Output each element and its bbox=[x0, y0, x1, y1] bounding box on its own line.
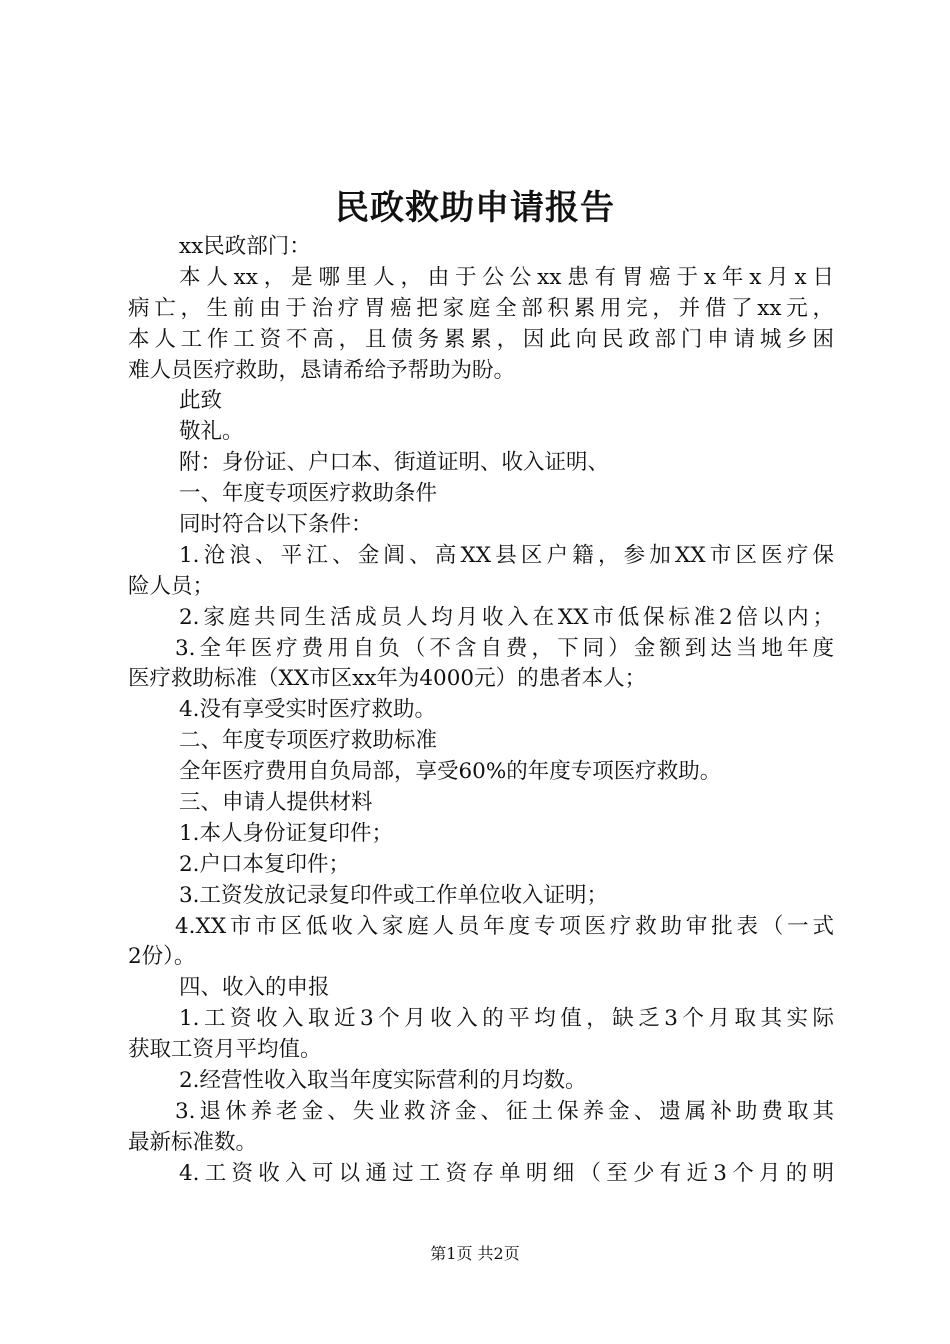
paragraph-line: 同时符合以下条件： bbox=[179, 512, 373, 538]
list-item-line: 3.全年医疗费用自负（不含自费，下同）金额到达当地年度 bbox=[175, 635, 834, 661]
list-item-line: 获取工资月平均值。 bbox=[128, 1037, 322, 1063]
list-item-line: 2.家庭共同生活成员人均月收入在XX市低保标准2倍以内； bbox=[179, 604, 834, 630]
page-number: 第1页 共2页 bbox=[430, 1244, 520, 1263]
list-item-line: 2份）。 bbox=[128, 944, 196, 970]
section-heading: 二、年度专项医疗救助标准 bbox=[179, 728, 438, 754]
list-item-line: 2.经营性收入取当年度实际营利的月均数。 bbox=[179, 1068, 587, 1094]
paragraph-line: 全年医疗费用自负局部，享受60%的年度专项医疗救助。 bbox=[179, 759, 722, 785]
list-item-line: 3.退休养老金、失业救济金、征土保养金、遗属补助费取其 bbox=[175, 1098, 834, 1124]
paragraph-line: 病亡，生前由于治疗胃癌把家庭全部积累用完，并借了xx元， bbox=[128, 295, 834, 321]
list-item-line: 最新标准数。 bbox=[128, 1129, 258, 1155]
list-item-line: 4.工资收入可以通过工资存单明细（至少有近3个月的明 bbox=[179, 1160, 834, 1186]
list-item-line: 1.本人身份证复印件； bbox=[179, 820, 394, 846]
list-item-line: 险人员； bbox=[128, 573, 215, 599]
list-item-line: 4.没有享受实时医疗救助。 bbox=[179, 697, 437, 723]
document-title: 民政救助申请报告 bbox=[335, 188, 615, 228]
section-heading: 四、收入的申报 bbox=[179, 975, 330, 1001]
paragraph-line: 本人xx，是哪里人，由于公公xx患有胃癌于x年x月x日 bbox=[179, 264, 834, 290]
section-heading: 一、年度专项医疗救助条件 bbox=[179, 481, 438, 507]
paragraph-line: 本人工作工资不高，且债务累累，因此向民政部门申请城乡困 bbox=[128, 326, 834, 352]
section-heading: 三、申请人提供材料 bbox=[179, 790, 373, 816]
list-item-line: 医疗救助标准（XX市区xx年为4000元）的患者本人； bbox=[128, 666, 647, 692]
list-item-line: 1.工资收入取近3个月收入的平均值，缺乏3个月取其实际 bbox=[179, 1006, 834, 1032]
closing-line: 此致 bbox=[179, 388, 223, 414]
document-body bbox=[128, 232, 834, 1190]
list-item-line: 3.工资发放记录复印件或工作单位收入证明； bbox=[179, 882, 609, 908]
list-item-line: 2.户口本复印件； bbox=[179, 851, 351, 877]
salutation-line: xx民政部门： bbox=[179, 234, 311, 259]
list-item-line: 4.XX市市区低收入家庭人员年度专项医疗救助审批表（一式 bbox=[175, 913, 834, 939]
list-item-line: 1.沧浪、平江、金阊、高XX县区户籍，参加XX市区医疗保 bbox=[179, 542, 834, 568]
paragraph-line: 难人员医疗救助，恳请希给予帮助为盼。 bbox=[128, 357, 516, 383]
closing-line: 敬礼。 bbox=[179, 419, 244, 445]
attachment-line: 附：身份证、户口本、街道证明、收入证明、 bbox=[179, 450, 610, 476]
